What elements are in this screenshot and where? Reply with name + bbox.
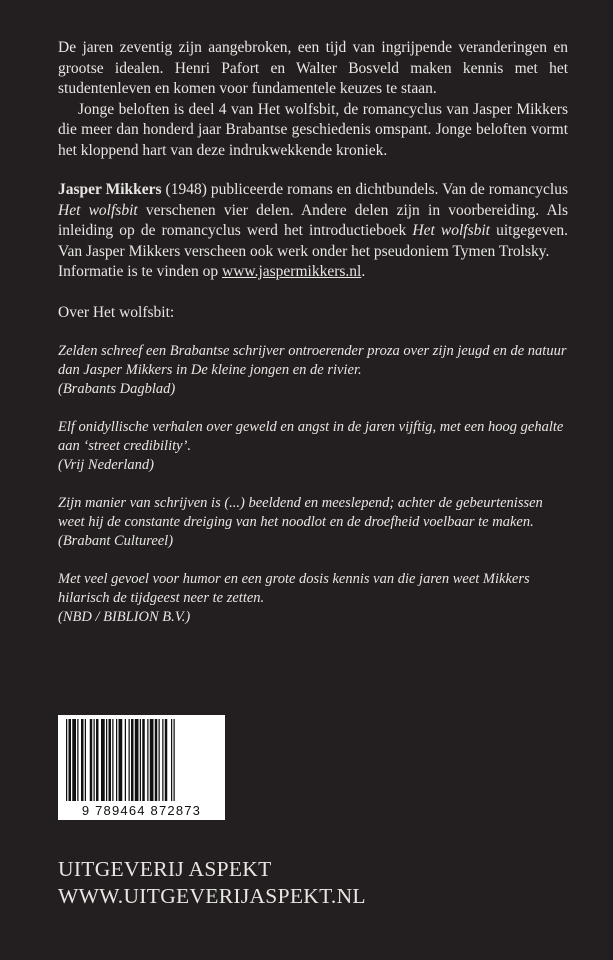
info-line [58,262,568,283]
barcode-bar [131,719,134,801]
info-suffix: . [361,263,366,280]
publisher-website: WWW.UITGEVERIJASPEKT.NL [58,884,366,908]
blurb [58,38,568,161]
review-text: Met veel gevoel voor humor en een grote dosis kennis van die jaren weet Mikkers hilarisch de tijdgeest neer te zetten. [58,570,530,606]
review-quote [58,570,568,627]
barcode-bar [159,719,160,801]
author-website-link[interactable]: www.jaspermikkers.nl [222,263,362,280]
barcode [58,715,225,820]
review-source: (Brabants Dagblad) [58,380,176,397]
publisher-block [58,856,366,910]
barcode-bar [109,719,112,801]
barcode-bar [90,719,93,801]
barcode-bar [81,719,84,801]
review-text: Elf onidyllische verhalen over geweld en angst in de jaren vijftig, met een hoog gehalte aan ‘street credibility’. [58,418,564,454]
publisher-name: UITGEVERIJ ASPEKT [58,857,272,881]
review-quote [58,494,568,551]
review-quote [58,342,568,399]
bio-text-2: verschenen vier delen. Andere delen zijn in voorbereiding. Als inleiding op de romancyclus werd het introductieboek [58,201,569,239]
barcode-bar [171,719,172,801]
barcode-bar [77,719,78,801]
series-title-1: Het wolfsbit [58,201,138,219]
bio-text-1: (1948) publiceerde romans en dichtbundels. Van de romancyclus [161,181,568,198]
barcode-bar [119,719,123,801]
author-bio [58,180,568,283]
barcode-bar [125,719,126,801]
barcode-bar [150,719,154,801]
blurb-paragraph-2: Jonge beloften is deel 4 van Het wolfsbit, de romancyclus van Jasper Mikkers die meer dan honderd jaar Brabantse geschiedenis omspant. Jonge beloften vormt het kloppend hart van deze indrukwekkende kroniek. [58,100,568,159]
barcode-bar [101,719,105,801]
barcode-bar [174,719,175,801]
barcode-bar [72,719,76,801]
info-prefix: Informatie is te vinden op [58,263,222,280]
barcode-bar [142,719,145,801]
barcode-bar [112,719,113,801]
barcode-bar [147,719,148,801]
barcode-bar [85,719,86,801]
review-source: (NBD / BIBLION B.V.) [58,608,191,625]
barcode-bar [162,719,163,801]
barcode-bar [135,719,139,801]
review-text: Zelden schreef een Brabantse schrijver ontroerender proza over zijn jeugd en de natuur dan Jasper Mikkers in De kleine jongen en de rivier. [58,342,567,378]
series-title-2: Het wolfsbit [412,222,490,239]
review-source: (Brabant Cultureel) [58,532,174,549]
review-quote [58,418,568,475]
barcode-bar [69,719,72,801]
barcode-bar [155,719,158,801]
barcode-bar [94,719,95,801]
barcode-bar [106,719,107,801]
barcode-bar [66,719,67,801]
bio-text-3: uitgegeven. Van Jasper Mikkers verscheen ook werk onder het pseudoniem Tymen Trolsky. [58,222,568,260]
author-name: Jasper Mikkers [58,181,162,198]
barcode-bar [165,719,168,801]
barcode-bars [64,719,219,801]
review-source: (Vrij Nederland) [58,456,154,473]
review-text: Zijn manier van schrijven is (...) beeldend en meeslepend; achter de gebeurtenissen weet hij de constante dreiging van het noodlot en de droefheid voelbaar te maken. [58,494,543,530]
reviews-list [58,342,568,627]
isbn-number: 9 789464 872873 [81,803,202,818]
barcode-bar [129,719,130,801]
back-cover-text [58,38,568,627]
blurb-paragraph-1: De jaren zeventig zijn aangebroken, een tijd van ingrijpende veranderingen en grootse idealen. Henri Pafort en Walter Bosveld maken kennis met het studentenleven en komen voor fundamentele keuzes te staan. [58,39,568,97]
barcode-bar [96,719,99,801]
reviews-heading: Over Het wolfsbit: [58,303,175,321]
barcode-bar [140,719,141,801]
barcode-bar [116,719,117,801]
